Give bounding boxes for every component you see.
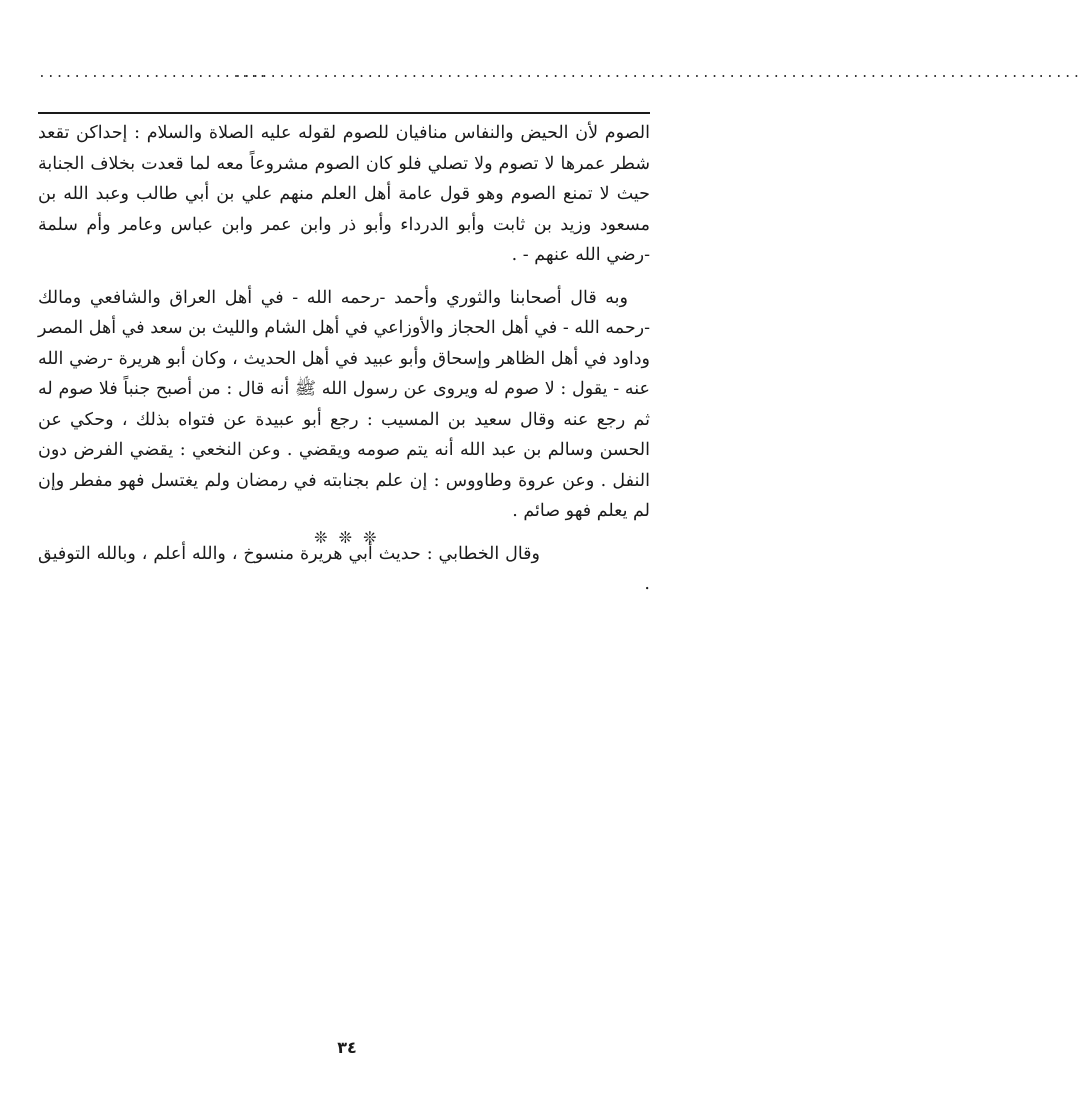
paragraph-3: وقال الخطابي : حديث أبي هريرة منسوخ ، والله أعلم ، وبالله التوفيق . — [38, 543, 650, 594]
section-end-ornament: ❊ ❊ ❊ — [314, 528, 380, 547]
header-dotted-line-right: ................................................................................................ — [234, 66, 1081, 81]
header-dotted-line-left: .......................... — [38, 66, 268, 81]
header-rule — [38, 112, 650, 114]
paragraph-2: وبه قال أصحابنا والثوري وأحمد -رحمه الله - في أهل العراق والشافعي ومالك -رحمه الله - في أهل الحجاز والأوزاعي في أهل الشام والليث بن سعد في أهل المصر وداود في أهل الظاهر وإسحاق وأبو عبيد في أهل الحديث ، وكان أبو هريرة -رضي الله عنه - يقول : لا صوم له ويروى عن رسول الله ﷺ أنه قال : من أصبح جنباً فلا صوم له ثم رجع عنه وقال سعيد بن المسيب : رجع أبو عبيدة عن فتواه بذلك ، وحكي عن الحسن وسالم بن عبد الله أنه يتم صومه ويقضي . وعن النخعي : يقضي الفرض دون النفل . وعن عروة وطاووس : إن علم بجنابته في رمضان ولم يغتسل فهو مفطر وإن لم يعلم فهو صائم . — [38, 287, 650, 521]
page-number: ٣٤ — [337, 1038, 357, 1057]
paragraph-1: الصوم لأن الحيض والنفاس منافيان للصوم لقوله عليه الصلاة والسلام : إحداكن تقعد شطر عمرها لا تصوم ولا تصلي فلو كان الصوم مشروعاً معه لما قعدت بخلاف الجنابة حيث لا تمنع الصوم وهو قول عامة أهل العلم منهم علي بن أبي طالب وعبد الله بن مسعود وزيد بن ثابت وأبو الدرداء وأبو ذر وابن عمر وابن عباس وعامر وأم سلمة -رضي الله عنهم - . — [38, 123, 650, 265]
